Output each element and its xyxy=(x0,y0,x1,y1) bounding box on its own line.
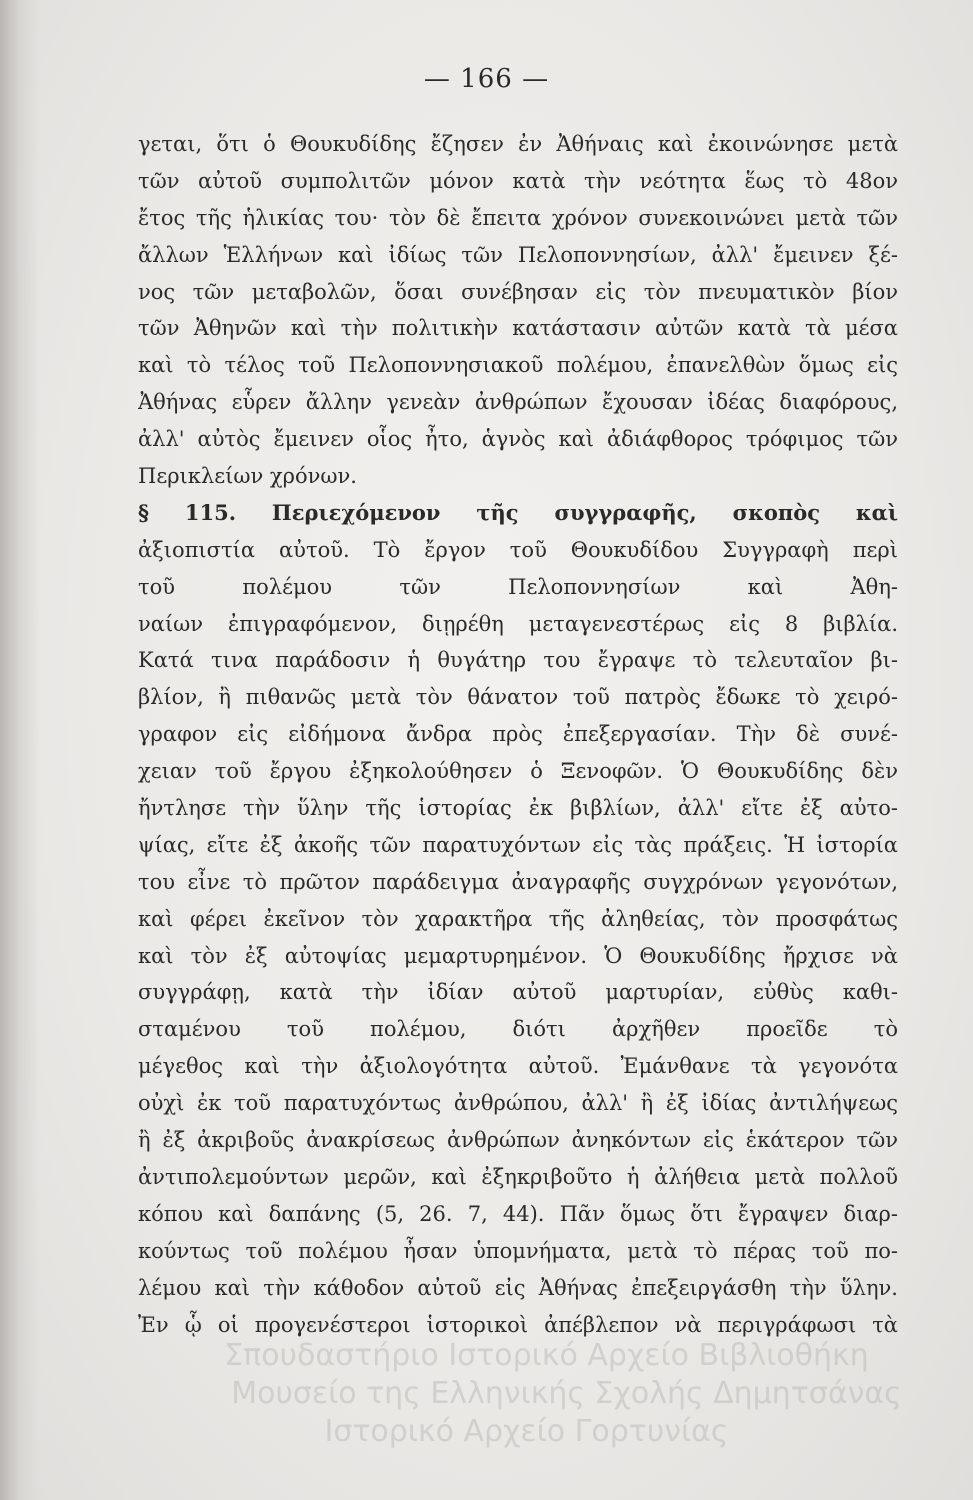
text-line: τῶν αὐτοῦ συμπολιτῶν μόνον κατὰ τὴν νεότητα ἕως τὸ 48ον xyxy=(138,168,898,193)
text-line: ἀντιπολεμούντων μερῶν, καὶ ἐξηκριβοῦτο ἡ ἀλήθεια μετὰ πολλοῦ xyxy=(138,1164,898,1189)
text-line: μέγεθος καὶ τὴν ἀξιολογότητα αὐτοῦ. Ἐμάνθανε τὰ γεγονότα xyxy=(138,1054,898,1079)
text-line: ἢ ἐξ ἀκριβοῦς ἀνακρίσεως ἀνθρώπων ἀνηκόντων εἰς ἑκάτερον τῶν xyxy=(138,1128,898,1153)
text-line: βλίον, ἢ πιθανῶς μετὰ τὸν θάνατον τοῦ πατρὸς ἔδωκε τὸ χειρό- xyxy=(138,685,898,710)
text-line: γραφον εἰς εἰδήμονα ἄνδρα πρὸς ἐπεξεργασίαν. Τὴν δὲ συνέ- xyxy=(138,722,898,747)
text-line: ἔτος τῆς ἡλικίας του· τὸν δὲ ἔπειτα χρόνον συνεκοινώνει μετὰ τῶν xyxy=(138,205,898,230)
text-line: σταμένου τοῦ πολέμου, διότι ἀρχῆθεν προεῖδε τὸ xyxy=(138,1017,898,1042)
text-line: χειαν τοῦ ἔργου ἐξηκολούθησεν ὁ Ξενοφῶν. Ὁ Θουκυδίδης δὲν xyxy=(138,759,898,784)
text-line: κόπου καὶ δαπάνης (5, 26. 7, 44). Πᾶν ὅμως ὅτι ἔγραψεν διαρ- xyxy=(138,1201,898,1226)
text-line: γεται, ὅτι ὁ Θουκυδίδης ἔζησεν ἐν Ἀθήναις καὶ ἐκοινώνησε μετὰ xyxy=(138,132,898,156)
text-line: ἤντλησε τὴν ὕλην τῆς ἱστορίας ἐκ βιβλίων, ἀλλ' εἴτε ἐξ αὐτο- xyxy=(138,796,898,821)
watermark-line: Σπουδαστήριο Ιστορικό Αρχείο Βιβλιοθήκη xyxy=(224,1338,869,1373)
spine-shadow xyxy=(0,0,40,1500)
section-heading: § 115. Περιεχόμενον τῆς συγγραφῆς, σκοπὸς καὶ xyxy=(138,499,898,525)
text-line: Κατά τινα παράδοσιν ἡ θυγάτηρ του ἔγραψε τὸ τελευταῖον βι- xyxy=(138,648,898,673)
text-line: νος τῶν μεταβολῶν, ὅσαι συνέβησαν εἰς τὸν πνευματικὸν βίον xyxy=(138,279,898,304)
text-line: καὶ τὸν ἐξ αὐτοψίας μεμαρτυρημένον. Ὁ Θουκυδίδης ἤρχισε νὰ xyxy=(138,943,898,968)
text-line: τοῦ πολέμου τῶν Πελοποννησίων καὶ Ἀθη- xyxy=(138,574,898,599)
text-line: συγγράφῃ, κατὰ τὴν ἰδίαν αὐτοῦ μαρτυρίαν, εὐθὺς καθι- xyxy=(138,980,898,1005)
text-line: τῶν Ἀθηνῶν καὶ τὴν πολιτικὴν κατάστασιν αὐτῶν κατὰ τὰ μέσα xyxy=(138,316,898,341)
text-line: οὐχὶ ἐκ τοῦ παρατυχόντως ἀνθρώπου, ἀλλ' ἢ ἐξ ἰδίας ἀντιλήψεως xyxy=(138,1091,898,1116)
text-line: Ἐν ᾧ οἱ προγενέστεροι ἱστορικοὶ ἀπέβλεπον νὰ περιγράφωσι τὰ xyxy=(138,1312,898,1337)
text-line: ἄλλων Ἑλλήνων καὶ ἰδίως τῶν Πελοποννησίων, ἀλλ' ἔμεινεν ξέ- xyxy=(138,242,898,267)
text-line: Ἀθήνας εὗρεν ἄλλην γενεὰν ἀνθρώπων ἔχουσαν ἰδέας διαφόρους, xyxy=(138,390,898,415)
page-number: — 166 — xyxy=(423,64,550,94)
text-line: του εἶνε τὸ πρῶτον παράδειγμα ἀναγραφῆς συγχρόνων γεγονότων, xyxy=(138,869,898,894)
text-line: ἀλλ' αὐτὸς ἔμεινεν οἷος ἦτο, ἁγνὸς καὶ ἀδιάφθορος τρόφιμος τῶν xyxy=(138,427,898,452)
watermark-line: Ιστορικό Αρχείο Γορτυνίας xyxy=(324,1414,729,1449)
watermark-line: Μουσείο της Ελληνικής Σχολής Δημητσάνας xyxy=(231,1376,902,1411)
text-line: καὶ φέρει ἐκεῖνον τὸν χαρακτῆρα τῆς ἀληθείας, τὸν προσφάτως xyxy=(138,906,898,931)
text-line: ναίων ἐπιγραφόμενον, διῃρέθη μεταγενεστέρως εἰς 8 βιβλία. xyxy=(138,611,898,636)
text-line: ἀξιοπιστία αὐτοῦ. Τὸ ἔργον τοῦ Θουκυδίδου Συγγραφὴ περὶ xyxy=(138,537,898,562)
text-line: λέμου καὶ τὴν κάθοδον αὐτοῦ εἰς Ἀθήνας ἐπεξειργάσθη τὴν ὕλην. xyxy=(138,1275,898,1300)
text-line: Περικλείων χρόνων. xyxy=(138,464,357,489)
text-line: ψίας, εἴτε ἐξ ἀκοῆς τῶν παρατυχόντων εἰς τὰς πράξεις. Ἡ ἱστορία xyxy=(138,832,898,857)
body-text xyxy=(138,126,898,1343)
text-line: καὶ τὸ τέλος τοῦ Πελοποννησιακοῦ πολέμου, ἐπανελθὼν ὅμως εἰς xyxy=(138,353,898,378)
text-line: κούντως τοῦ πολέμου ἦσαν ὑπομνήματα, μετὰ τὸ πέρας τοῦ πο- xyxy=(138,1238,898,1263)
